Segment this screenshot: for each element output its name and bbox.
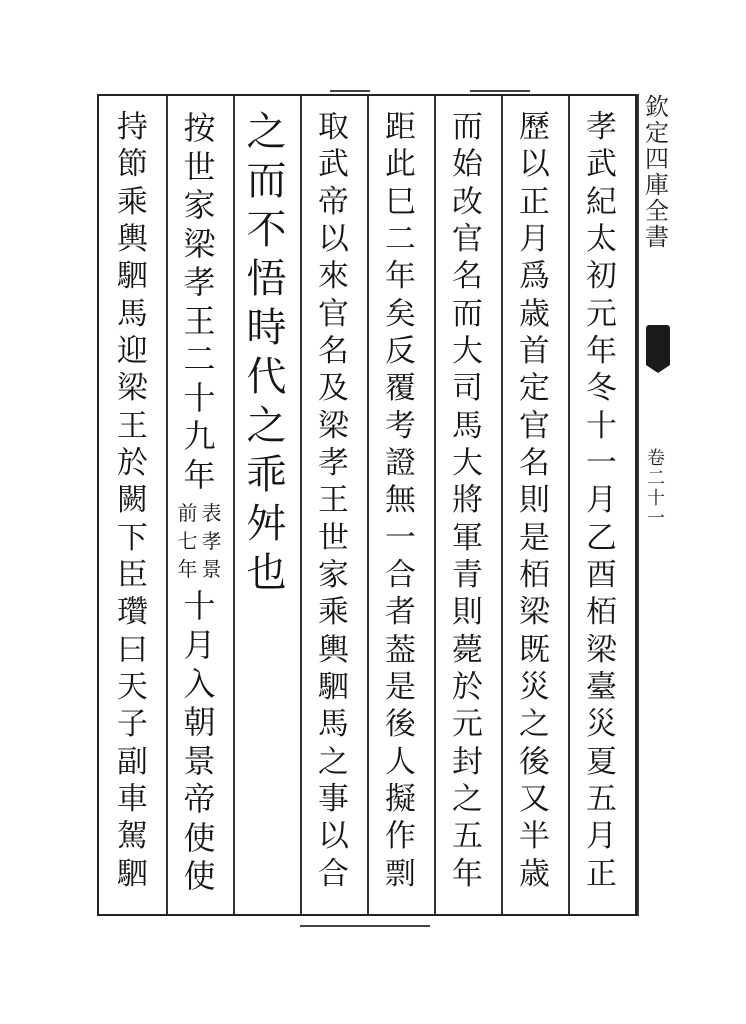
text-char: 之 <box>246 403 287 449</box>
column-rule <box>300 96 302 914</box>
text-char: 正 <box>519 183 550 220</box>
text-column <box>501 96 568 914</box>
text-char: 孝 <box>318 444 349 481</box>
text-char: 二 <box>183 340 216 379</box>
text-char: 帝 <box>183 780 216 819</box>
text-char: 以 <box>519 146 550 183</box>
page-tick-mark <box>470 90 530 92</box>
text-char: 年 <box>586 332 617 369</box>
text-char: 帝 <box>318 183 349 220</box>
text-char: 是 <box>519 519 550 556</box>
annotation-char: 七 <box>177 529 198 554</box>
text-char: 及 <box>318 370 349 407</box>
text-char: 爲 <box>519 258 550 295</box>
text-char: 輿 <box>318 631 349 668</box>
text-char: 官 <box>452 220 483 257</box>
text-char: 駕 <box>117 818 148 855</box>
text-char: 官 <box>318 295 349 332</box>
text-char: 家 <box>183 186 216 225</box>
text-char: 以 <box>318 220 349 257</box>
text-char: 葢 <box>385 631 416 668</box>
text-char: 持 <box>117 109 148 145</box>
text-char: 薨 <box>452 631 483 668</box>
text-char: 五 <box>586 780 617 817</box>
text-char: 闕 <box>117 482 148 519</box>
annotation-char: 年 <box>177 557 198 582</box>
column-rule <box>367 96 369 914</box>
text-char: 則 <box>519 482 550 519</box>
text-char: 乙 <box>586 519 617 556</box>
text-char: 使 <box>183 857 216 896</box>
text-char: 合 <box>385 556 416 593</box>
text-char: 馬 <box>117 295 148 332</box>
text-char: 五 <box>452 818 483 855</box>
text-char: 節 <box>117 146 148 183</box>
text-char: 月 <box>586 818 617 855</box>
text-char: 此 <box>385 146 416 183</box>
text-char: 車 <box>117 780 148 817</box>
text-char: 軍 <box>452 519 483 556</box>
text-char: 王 <box>318 482 349 519</box>
text-char: 之 <box>519 706 550 743</box>
text-char: 朝 <box>183 703 216 742</box>
text-char: 十 <box>183 378 216 417</box>
text-char: 子 <box>117 706 148 743</box>
text-char: 家 <box>318 556 349 593</box>
text-char: 梁 <box>586 631 617 668</box>
annotation-char: 前 <box>177 501 198 526</box>
text-char: 世 <box>183 147 216 186</box>
text-char: 駟 <box>117 855 148 892</box>
text-char: 者 <box>385 594 416 631</box>
text-column <box>166 96 233 914</box>
text-char: 武 <box>586 146 617 183</box>
text-char: 九 <box>183 417 216 456</box>
text-char: 梁 <box>318 407 349 444</box>
text-char: 紀 <box>586 183 617 220</box>
text-char: 梁 <box>117 370 148 407</box>
text-char: 曰 <box>117 631 148 668</box>
text-char: 歷 <box>519 109 550 145</box>
margin-book-title <box>642 95 672 249</box>
text-char: 舛 <box>246 501 287 547</box>
text-char: 入 <box>183 664 216 703</box>
text-char: 災 <box>586 706 617 743</box>
text-char: 按 <box>183 109 216 147</box>
text-column <box>99 96 166 914</box>
text-char: 而 <box>452 295 483 332</box>
text-char: 取 <box>318 109 349 145</box>
text-char: 以 <box>318 818 349 855</box>
text-char: 臺 <box>586 668 617 705</box>
text-char: 擬 <box>385 780 416 817</box>
text-char: 官 <box>519 407 550 444</box>
annotation-char: 孝 <box>201 529 222 554</box>
column-rule <box>568 96 570 914</box>
text-char: 名 <box>318 332 349 369</box>
text-char: 一 <box>385 519 416 556</box>
text-char: 駟 <box>318 668 349 705</box>
margin-volume-label <box>643 450 669 528</box>
text-char: 輿 <box>117 220 148 257</box>
text-char: 名 <box>452 258 483 295</box>
text-char: 無 <box>385 482 416 519</box>
text-char: 月 <box>183 626 216 665</box>
annotation-note <box>177 501 222 582</box>
text-char: 合 <box>318 855 349 892</box>
column-rule <box>166 96 168 914</box>
page-tick-mark <box>300 925 430 927</box>
annotation-left-column <box>177 501 198 582</box>
text-char: 使 <box>183 818 216 857</box>
text-char: 也 <box>246 550 287 596</box>
text-char: 之 <box>246 109 287 155</box>
annotation-char: 景 <box>201 557 222 582</box>
text-char: 太 <box>586 220 617 257</box>
text-char: 反 <box>385 332 416 369</box>
text-char: 正 <box>586 855 617 892</box>
text-char: 悟 <box>246 256 287 302</box>
text-char: 月 <box>586 482 617 519</box>
text-char: 於 <box>117 444 148 481</box>
text-char: 時 <box>246 305 287 351</box>
text-char: 代 <box>246 354 287 400</box>
column-rule <box>434 96 436 914</box>
text-char: 夏 <box>586 743 617 780</box>
margin-title-char: 欽 <box>645 93 669 121</box>
text-char: 名 <box>519 444 550 481</box>
text-char: 後 <box>385 706 416 743</box>
text-char: 年 <box>452 855 483 892</box>
text-char: 司 <box>452 370 483 407</box>
text-char: 是 <box>385 668 416 705</box>
text-char: 封 <box>452 743 483 780</box>
margin-title-char: 庫 <box>645 171 669 199</box>
text-column <box>367 96 434 914</box>
text-char: 王 <box>183 301 216 340</box>
text-char: 武 <box>318 146 349 183</box>
text-char: 乘 <box>117 183 148 220</box>
margin-volume-char: 卷 <box>647 448 665 469</box>
text-char: 迎 <box>117 332 148 369</box>
text-char: 將 <box>452 482 483 519</box>
text-char: 景 <box>183 741 216 780</box>
text-char: 冬 <box>586 370 617 407</box>
text-column <box>568 96 635 914</box>
text-char: 巳 <box>385 183 416 220</box>
text-char: 剽 <box>385 855 416 892</box>
text-char: 乘 <box>318 594 349 631</box>
text-char: 改 <box>452 183 483 220</box>
text-char: 半 <box>519 818 550 855</box>
text-char: 矣 <box>385 295 416 332</box>
column-rule <box>233 96 235 914</box>
text-char: 災 <box>519 668 550 705</box>
text-char: 孝 <box>183 263 216 302</box>
text-char: 大 <box>452 332 483 369</box>
margin-volume-char: 二 <box>647 468 665 489</box>
text-char: 下 <box>117 519 148 556</box>
margin-volume-char: 十 <box>647 488 665 509</box>
text-char: 之 <box>452 780 483 817</box>
text-char: 作 <box>385 818 416 855</box>
text-char: 歳 <box>519 295 550 332</box>
text-char: 證 <box>385 444 416 481</box>
text-char: 不 <box>246 207 287 253</box>
margin-title-char: 四 <box>645 145 669 173</box>
text-char: 栢 <box>519 556 550 593</box>
text-char: 梁 <box>519 594 550 631</box>
text-char: 初 <box>586 258 617 295</box>
text-char: 歳 <box>519 855 550 892</box>
text-char: 瓚 <box>117 594 148 631</box>
fish-tail-mark <box>646 325 670 365</box>
text-char: 人 <box>385 743 416 780</box>
text-char: 大 <box>452 444 483 481</box>
text-char: 後 <box>519 743 550 780</box>
text-char: 十 <box>183 587 216 626</box>
text-char: 而 <box>452 109 483 145</box>
text-char: 既 <box>519 631 550 668</box>
text-column <box>300 96 367 914</box>
text-char: 於 <box>452 668 483 705</box>
text-char: 月 <box>519 220 550 257</box>
text-char: 馬 <box>452 407 483 444</box>
text-char: 二 <box>385 220 416 257</box>
text-char: 酉 <box>586 556 617 593</box>
annotation-right-column <box>201 501 222 582</box>
text-char: 天 <box>117 668 148 705</box>
text-char: 馬 <box>318 706 349 743</box>
text-char: 駟 <box>117 258 148 295</box>
margin-title-char: 書 <box>645 223 669 251</box>
text-char: 青 <box>452 556 483 593</box>
text-char: 元 <box>452 706 483 743</box>
text-column <box>233 96 300 914</box>
frame-edge-line <box>637 94 639 916</box>
text-column <box>434 96 501 914</box>
text-char: 年 <box>385 258 416 295</box>
text-char: 首 <box>519 332 550 369</box>
text-char: 來 <box>318 258 349 295</box>
text-char: 一 <box>586 444 617 481</box>
text-char: 又 <box>519 780 550 817</box>
text-char: 之 <box>318 743 349 780</box>
text-char: 事 <box>318 780 349 817</box>
text-char: 始 <box>452 146 483 183</box>
text-frame <box>97 94 637 916</box>
text-char: 副 <box>117 743 148 780</box>
page-tick-mark <box>330 90 370 92</box>
text-char: 則 <box>452 594 483 631</box>
margin-title-char: 定 <box>645 119 669 147</box>
text-char: 孝 <box>586 109 617 145</box>
text-char: 元 <box>586 295 617 332</box>
text-char: 考 <box>385 407 416 444</box>
text-char: 王 <box>117 407 148 444</box>
column-rule <box>501 96 503 914</box>
text-char: 梁 <box>183 224 216 263</box>
text-char: 覆 <box>385 370 416 407</box>
text-char: 臣 <box>117 556 148 593</box>
margin-volume-char: 一 <box>647 508 665 529</box>
text-char: 乖 <box>246 452 287 498</box>
text-char: 十 <box>586 407 617 444</box>
text-char: 而 <box>246 158 287 204</box>
text-char: 定 <box>519 370 550 407</box>
annotation-char: 表 <box>201 501 222 526</box>
text-char: 世 <box>318 519 349 556</box>
text-char: 栢 <box>586 594 617 631</box>
text-char: 年 <box>183 455 216 494</box>
margin-title-char: 全 <box>645 197 669 225</box>
text-char: 距 <box>385 109 416 145</box>
